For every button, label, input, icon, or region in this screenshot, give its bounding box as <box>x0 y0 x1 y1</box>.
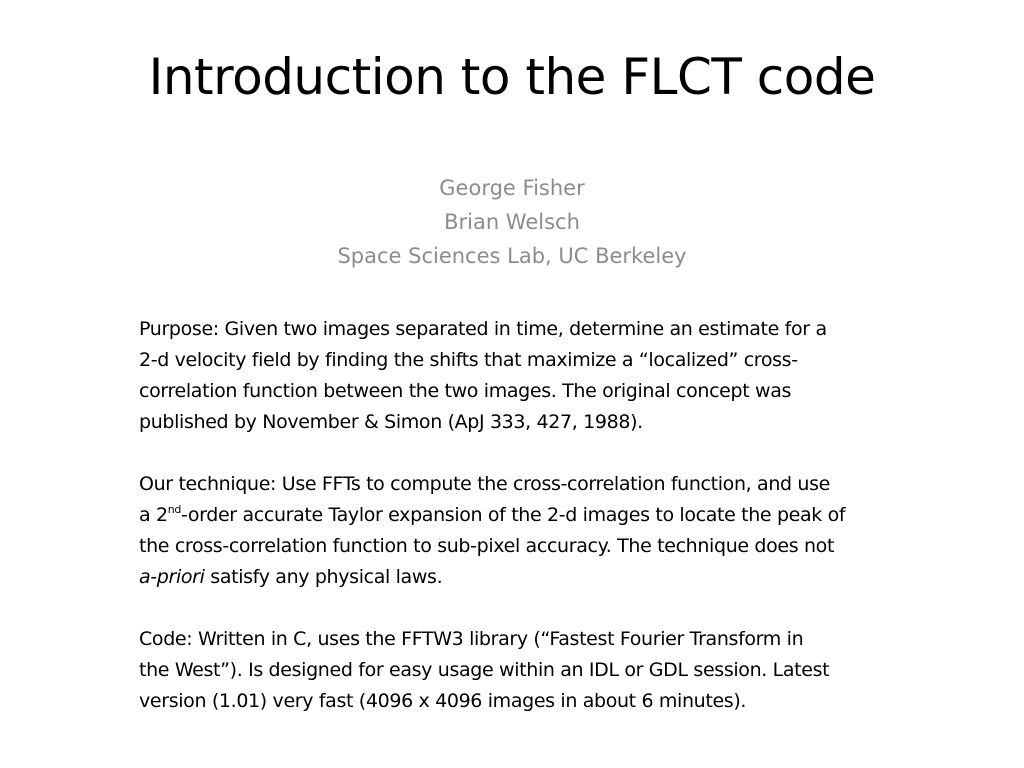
author-block <box>0 171 1024 273</box>
purpose-line: 2-d velocity field by finding the shifts that maximize a “localized” cross- <box>139 349 798 371</box>
technique-line2-end: -order accurate Taylor expansion of the 2-d images to locate the peak of <box>181 504 846 526</box>
code-line: Code: Written in C, uses the FFTW3 library (“Fastest Fourier Transform in <box>139 628 804 650</box>
a-priori-italic: a-priori <box>139 566 205 588</box>
slide-body <box>139 314 939 748</box>
ordinal-superscript: nd <box>167 503 181 516</box>
technique-line <box>139 562 939 593</box>
technique-line <box>139 500 939 531</box>
purpose-line: published by November & Simon (ApJ 333, 427, 1988). <box>139 411 643 433</box>
code-line: the West”). Is designed for easy usage within an IDL or GDL session. Latest <box>139 659 830 681</box>
technique-line2-start: a 2 <box>139 504 168 526</box>
technique-line4-rest: satisfy any physical laws. <box>204 566 443 588</box>
author-name-1: George Fisher <box>439 176 585 200</box>
purpose-paragraph <box>139 314 939 438</box>
technique-line: the cross-correlation function to sub-pixel accuracy. The technique does not <box>139 535 835 557</box>
author-affiliation: Space Sciences Lab, UC Berkeley <box>337 244 687 268</box>
code-line: version (1.01) very fast (4096 x 4096 images in about 6 minutes). <box>139 690 747 712</box>
technique-line: Our technique: Use FFTs to compute the cross-correlation function, and use <box>139 473 830 495</box>
code-paragraph <box>139 624 939 717</box>
slide-title: Introduction to the FLCT code <box>148 48 876 106</box>
technique-paragraph <box>139 469 939 593</box>
purpose-line: correlation function between the two images. The original concept was <box>139 380 792 402</box>
purpose-line: Purpose: Given two images separated in time, determine an estimate for a <box>139 318 827 340</box>
author-name-2: Brian Welsch <box>444 210 580 234</box>
